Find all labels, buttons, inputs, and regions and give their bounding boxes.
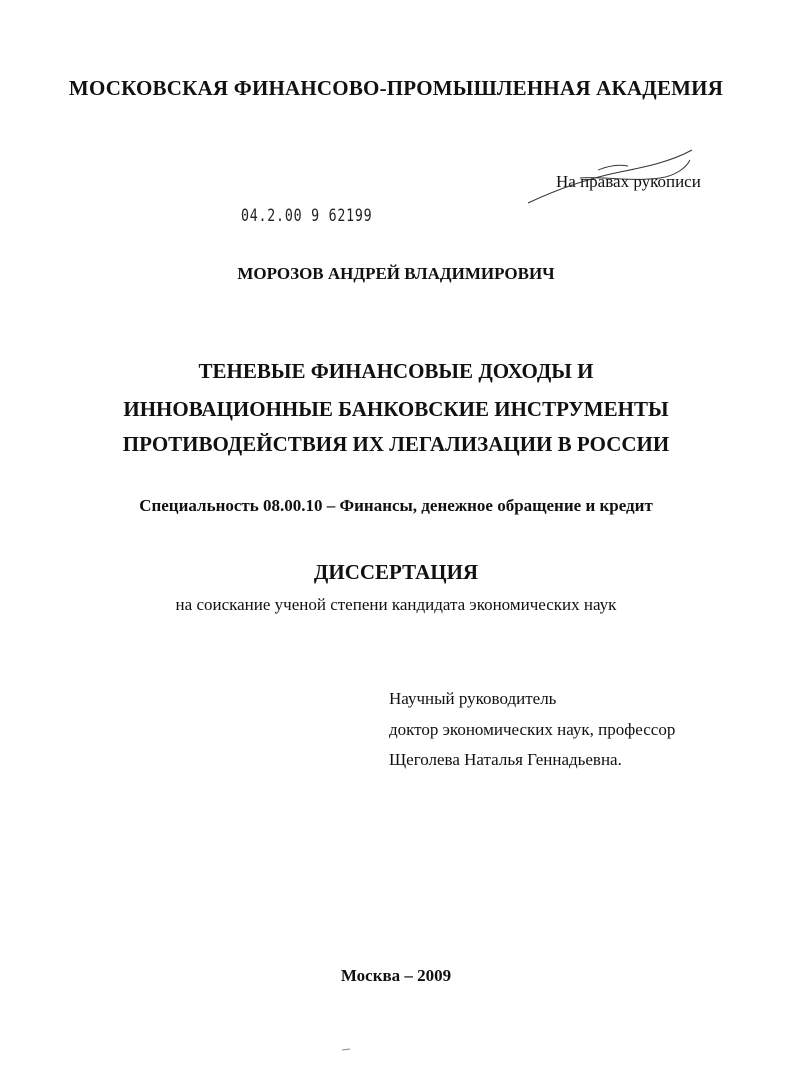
advisor-credentials: доктор экономических наук, профессор bbox=[389, 720, 676, 739]
author-name: МОРОЗОВ АНДРЕЙ ВЛАДИМИРОВИЧ bbox=[237, 264, 555, 283]
institution-name: МОСКОВСКАЯ ФИНАНСОВО-ПРОМЫШЛЕННАЯ АКАДЕМИЯ bbox=[68, 76, 724, 100]
archive-stamp-number: 04.2.00 9 62199 bbox=[241, 206, 373, 226]
thesis-title-line: ПРОТИВОДЕЙСТВИЯ ИХ ЛЕГАЛИЗАЦИИ В РОССИИ bbox=[122, 432, 670, 456]
degree-line: на соискание ученой степени кандидата экономических наук bbox=[175, 595, 617, 614]
specialty-line: Специальность 08.00.10 – Финансы, денежное обращение и кредит bbox=[139, 496, 653, 515]
thesis-title-line: ИННОВАЦИОННЫЕ БАНКОВСКИЕ ИНСТРУМЕНТЫ bbox=[123, 397, 669, 421]
scan-speck-icon bbox=[340, 1046, 354, 1052]
thesis-title-line: ТЕНЕВЫЕ ФИНАНСОВЫЕ ДОХОДЫ И bbox=[198, 359, 594, 383]
advisor-role: Научный руководитель bbox=[389, 689, 557, 708]
handwritten-signature-icon bbox=[520, 148, 710, 208]
rights-note: На правах рукописи bbox=[556, 172, 701, 191]
city-year: Москва – 2009 bbox=[340, 966, 452, 985]
work-type-heading: ДИССЕРТАЦИЯ bbox=[313, 560, 479, 584]
advisor-name: Щеголева Наталья Геннадьевна. bbox=[389, 750, 622, 769]
